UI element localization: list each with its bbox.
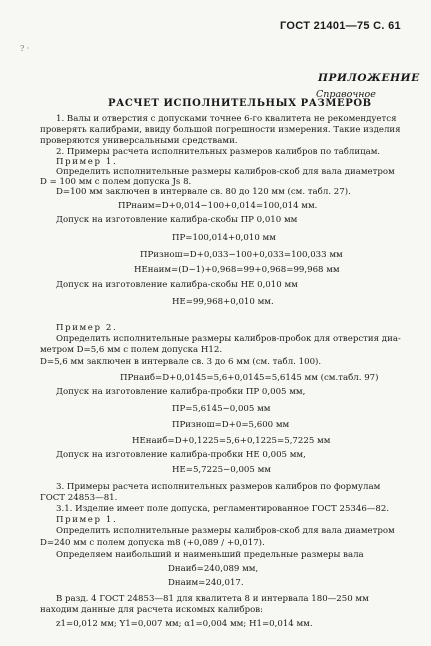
text-line: Определяем наибольший и наименьший предельные размеры вала (56, 550, 364, 560)
standard-header: ГОСТ 21401—75 С. 61 (280, 20, 401, 32)
text-line: Определить исполнительные размеры калибров-скоб для вала диаметром (56, 167, 395, 177)
text-line: 1. Валы и отверстия с допусками точнее 6-го квалитета не рекомендуется (56, 114, 397, 124)
formula-line: Dнаим=240,017. (168, 578, 244, 588)
formula-line: НЕ=99,968+0,010 мм. (172, 297, 274, 307)
text-line: 3. Примеры расчета исполнительных размеров калибров по формулам (56, 482, 381, 492)
formula-line: ПРнаим=D+0,014−100+0,014=100,014 мм. (118, 201, 318, 211)
formula-line: ПР=5,6145−0,005 мм (172, 404, 271, 414)
example-heading: Пример 1. (56, 157, 118, 167)
formula-line: z1=0,012 мм; Y1=0,007 мм; α1=0,004 мм; H1=0,014 мм. (56, 619, 313, 629)
text-line: метром D=5,6 мм с полем допуска Н12. (40, 345, 223, 355)
text-line: проверяются универсальными средствами. (40, 136, 238, 146)
text-line: проверять калибрами, ввиду большой погрешности измерения. Такие изделия (40, 125, 401, 135)
formula-line: НЕнаиб=D+0,1225=5,6+0,1225=5,7225 мм (132, 436, 331, 446)
text-line: D=5,6 мм заключен в интервале св. 3 до 6 мм (см. табл. 100). (40, 357, 322, 367)
text-line: ГОСТ 24853—81. (40, 493, 118, 503)
formula-line: ПРизнош=D+0,033−100+0,033=100,033 мм (140, 250, 343, 260)
text-line: 2. Примеры расчета исполнительных размеров калибров по таблицам. (56, 147, 381, 157)
appendix-label: ПРИЛОЖЕНИЕ (318, 72, 420, 84)
text-line: 3.1. Изделие имеет поле допуска, регламентированное ГОСТ 25346—82. (56, 504, 390, 514)
example-heading: Пример 1. (56, 515, 118, 525)
text-line: Допуск на изготовление калибра-пробки НЕ 0,005 мм, (56, 450, 306, 460)
formula-line: ПРнаиб=D+0,0145=5,6+0,0145=5,6145 мм (см.табл. 97) (120, 373, 379, 383)
formula-line: ПРизнош=D+0=5,600 мм (172, 420, 290, 430)
text-line: D=100 мм заключен в интервале св. 80 до 120 мм (см. табл. 27). (56, 187, 351, 197)
text-line: Определить исполнительные размеры калибров-скоб для вала диаметром (56, 526, 395, 536)
example-heading: Пример 2. (56, 323, 118, 333)
margin-mark: ? · (20, 44, 30, 53)
text-line: В разд. 4 ГОСТ 24853—81 для квалитета 8 и интервала 180—250 мм (56, 594, 369, 604)
formula-line: НЕ=5,7225−0,005 мм (172, 465, 271, 475)
formula-line: НЕнаим=(D−1)+0,968=99+0,968=99,968 мм (134, 265, 340, 275)
text-line: Допуск на изготовление калибра-скобы ПР 0,010 мм (56, 215, 298, 225)
formula-line: Dнаиб=240,089 мм, (168, 564, 259, 574)
text-line: находим данные для расчета искомых калибров: (40, 605, 264, 615)
page-title: РАСЧЕТ ИСПОЛНИТЕЛЬНЫХ РАЗМЕРОВ (108, 98, 372, 109)
appendix-type: Справочное (316, 89, 376, 100)
text-line: D = 100 мм с полем допуска Js 8. (40, 177, 192, 187)
text-line: Определить исполнительные размеры калибров-пробок для отверстия диа- (56, 334, 401, 344)
text-line: Допуск на изготовление калибра-скобы НЕ 0,010 мм (56, 280, 298, 290)
text-line: Допуск на изготовление калибра-пробки ПР 0,005 мм, (56, 387, 306, 397)
formula-line: ПР=100,014+0,010 мм (172, 233, 276, 243)
text-line: D=240 мм с полем допуска m8 (+0,089 / +0,017). (40, 538, 265, 548)
